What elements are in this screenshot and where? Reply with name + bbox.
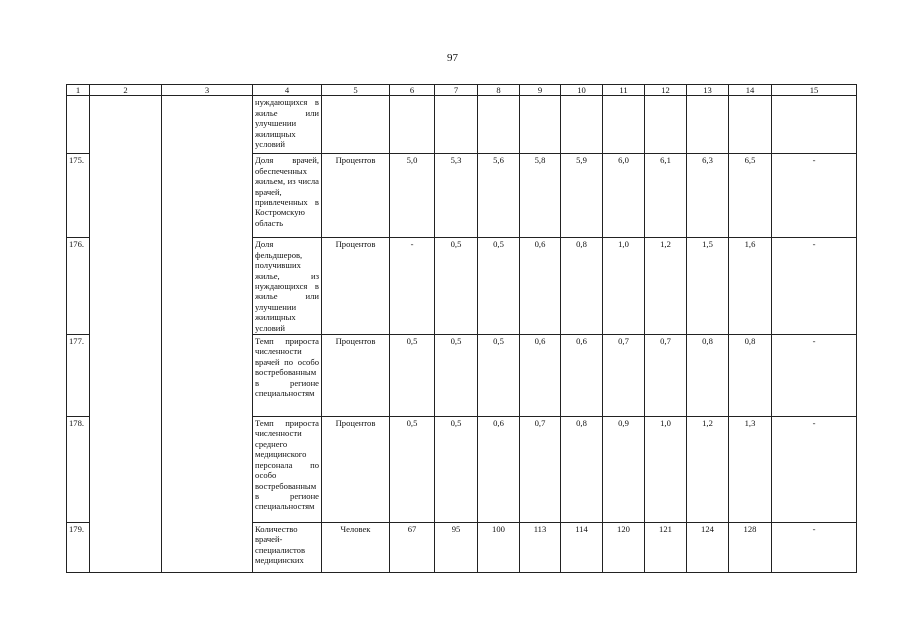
- indicator-name-cell: Темп прироста численности среднего медицинского персонала по особо востребованным в регионе специальностям: [253, 417, 322, 523]
- value-cell: 0,6: [478, 417, 520, 523]
- value-cell: 5,9: [561, 154, 603, 238]
- value-cell: [645, 96, 687, 154]
- header-cell: 13: [687, 85, 729, 96]
- page-number: 97: [447, 52, 458, 64]
- value-cell: 5,3: [435, 154, 478, 238]
- unit-cell: Процентов: [322, 417, 390, 523]
- value-cell: 1,0: [645, 417, 687, 523]
- value-cell: 113: [520, 523, 561, 573]
- value-cell: [478, 96, 520, 154]
- value-cell: 5,8: [520, 154, 561, 238]
- column-3-cell: [162, 96, 253, 573]
- value-cell: -: [772, 335, 857, 417]
- column-2-cell: [90, 96, 162, 573]
- value-cell: 6,1: [645, 154, 687, 238]
- indicator-name-cell: Доля фельдшеров, получивших жилье, из нуждающихся в жилье или улучшении жилищных условий: [253, 238, 322, 335]
- header-cell: 8: [478, 85, 520, 96]
- value-cell: [435, 96, 478, 154]
- value-cell: 95: [435, 523, 478, 573]
- header-row: [67, 85, 857, 96]
- value-cell: 0,7: [603, 335, 645, 417]
- indicator-name-cell: Темп прироста численности врачей по особо востребованным в регионе специальностям: [253, 335, 322, 417]
- value-cell: 120: [603, 523, 645, 573]
- indicator-table: [66, 84, 857, 573]
- value-cell: 0,8: [561, 238, 603, 335]
- row-number-cell: 177.: [67, 335, 90, 417]
- value-cell: 0,6: [561, 335, 603, 417]
- value-cell: 5,6: [478, 154, 520, 238]
- value-cell: [687, 96, 729, 154]
- header-cell: 10: [561, 85, 603, 96]
- value-cell: 0,5: [435, 335, 478, 417]
- value-cell: 114: [561, 523, 603, 573]
- value-cell: 100: [478, 523, 520, 573]
- value-cell: 0,5: [435, 417, 478, 523]
- row-number-cell: 179.: [67, 523, 90, 573]
- unit-cell: Процентов: [322, 154, 390, 238]
- value-cell: -: [390, 238, 435, 335]
- value-cell: [772, 96, 857, 154]
- header-cell: 3: [162, 85, 253, 96]
- value-cell: 0,5: [390, 417, 435, 523]
- value-cell: 124: [687, 523, 729, 573]
- value-cell: -: [772, 238, 857, 335]
- header-cell: 5: [322, 85, 390, 96]
- header-cell: 7: [435, 85, 478, 96]
- header-cell: 14: [729, 85, 772, 96]
- value-cell: 128: [729, 523, 772, 573]
- value-cell: [390, 96, 435, 154]
- value-cell: [561, 96, 603, 154]
- value-cell: 0,8: [561, 417, 603, 523]
- indicator-name-cell: Количество врачей-специалистов медицинских: [253, 523, 322, 573]
- value-cell: 1,0: [603, 238, 645, 335]
- unit-cell: Процентов: [322, 335, 390, 417]
- value-cell: 0,5: [478, 335, 520, 417]
- unit-cell: Человек: [322, 523, 390, 573]
- value-cell: -: [772, 417, 857, 523]
- value-cell: 67: [390, 523, 435, 573]
- value-cell: 0,8: [687, 335, 729, 417]
- header-cell: 15: [772, 85, 857, 96]
- value-cell: 6,5: [729, 154, 772, 238]
- unit-cell: Процентов: [322, 238, 390, 335]
- row-number-cell: [67, 96, 90, 154]
- value-cell: [520, 96, 561, 154]
- value-cell: 0,6: [520, 238, 561, 335]
- value-cell: [729, 96, 772, 154]
- header-cell: 1: [67, 85, 90, 96]
- value-cell: 0,5: [478, 238, 520, 335]
- indicator-name-cell: нуждающихся в жилье или улучшении жилищных условий: [253, 96, 322, 154]
- table-body: [67, 96, 857, 573]
- table-row: [67, 96, 857, 154]
- value-cell: 5,0: [390, 154, 435, 238]
- value-cell: 0,5: [390, 335, 435, 417]
- value-cell: 0,7: [520, 417, 561, 523]
- value-cell: 1,6: [729, 238, 772, 335]
- value-cell: 1,2: [645, 238, 687, 335]
- value-cell: 0,9: [603, 417, 645, 523]
- value-cell: -: [772, 154, 857, 238]
- value-cell: 1,5: [687, 238, 729, 335]
- value-cell: 0,5: [435, 238, 478, 335]
- row-number-cell: 178.: [67, 417, 90, 523]
- header-cell: 11: [603, 85, 645, 96]
- header-cell: 4: [253, 85, 322, 96]
- header-cell: 12: [645, 85, 687, 96]
- value-cell: 0,6: [520, 335, 561, 417]
- value-cell: 0,7: [645, 335, 687, 417]
- row-number-cell: 176.: [67, 238, 90, 335]
- value-cell: 1,2: [687, 417, 729, 523]
- indicator-name-cell: Доля врачей, обеспеченных жильем, из числа врачей, привлеченных в Костромскую область: [253, 154, 322, 238]
- row-number-cell: 175.: [67, 154, 90, 238]
- value-cell: 6,0: [603, 154, 645, 238]
- value-cell: 6,3: [687, 154, 729, 238]
- unit-cell: [322, 96, 390, 154]
- value-cell: 1,3: [729, 417, 772, 523]
- value-cell: 0,8: [729, 335, 772, 417]
- value-cell: -: [772, 523, 857, 573]
- header-cell: 9: [520, 85, 561, 96]
- value-cell: [603, 96, 645, 154]
- header-cell: 2: [90, 85, 162, 96]
- header-cell: 6: [390, 85, 435, 96]
- value-cell: 121: [645, 523, 687, 573]
